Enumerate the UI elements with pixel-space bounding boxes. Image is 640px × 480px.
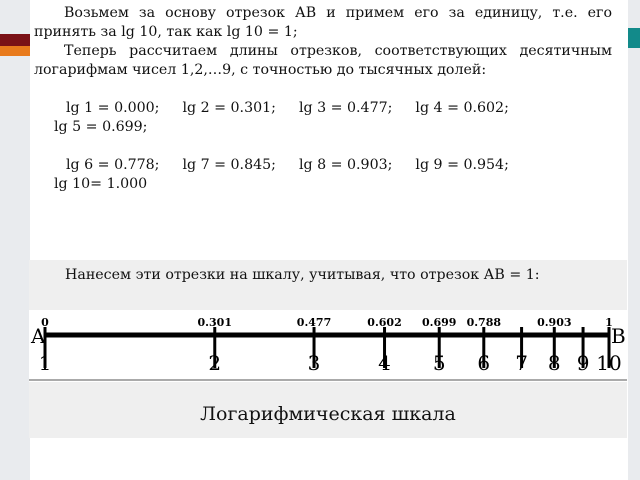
scale-tick-number: 3 — [307, 351, 321, 375]
scale-tick-value-label: 1 — [605, 316, 613, 329]
scale-tick-value-label: 0.301 — [197, 316, 232, 329]
scale-caption: Логарифмическая шкала — [200, 403, 456, 425]
scale-tick-value-label: 0.477 — [296, 316, 332, 329]
scale-tick-number: 5 — [432, 351, 446, 375]
log-scale-drawing — [29, 310, 627, 438]
lg-value: lg 1 = 0.000; — [66, 100, 160, 116]
paragraph-calc-lengths: Теперь рассчитаем длины отрезков, соответствующих десятичным логарифмам чисел 1,2,…9, с точностью до тысячных долей: — [34, 43, 612, 78]
scale-label-a: A — [31, 324, 46, 348]
decor-orange-bar — [0, 46, 30, 56]
lg-value: lg 10= 1.000 — [54, 176, 148, 192]
scale-tick-value-label: 0 — [41, 316, 49, 329]
scale-label-b: B — [611, 324, 626, 348]
scale-tick-value-label: 0.903 — [537, 316, 572, 329]
lg-value: lg 5 = 0.699; — [54, 119, 148, 135]
slide-text — [34, 4, 612, 194]
left-border-strip — [0, 0, 30, 480]
scale-tick-number: 6 — [477, 351, 491, 375]
right-border-strip — [628, 0, 640, 480]
scale-tick-number: 2 — [208, 351, 222, 375]
log-scale-figure — [29, 260, 627, 438]
scale-tick-value-label: 0.699 — [422, 316, 457, 329]
lg-value: lg 9 = 0.954; — [415, 157, 509, 173]
paragraph-segment-ab: Возьмем за основу отрезок АВ и примем его за единицу, т.е. его принять за lg 10, так как lg 10 = 1; — [34, 5, 612, 40]
scale-tick-value-label: 0.602 — [367, 316, 402, 329]
lg-values-row — [34, 99, 612, 118]
scale-tick-number: 7 — [515, 351, 528, 375]
lg-value: lg 8 = 0.903; — [298, 157, 393, 173]
scale-tick-number: 8 — [547, 351, 561, 375]
lg-value: lg 3 = 0.477; — [298, 100, 393, 116]
scale-tick-value-label: 0.788 — [466, 316, 502, 329]
lg-values-group-2 — [34, 156, 612, 194]
lg-value: lg 4 = 0.602; — [415, 100, 509, 116]
scale-tick-number: 1 — [38, 351, 52, 375]
lg-values-row — [34, 156, 612, 175]
blank-line — [34, 137, 612, 156]
lg-value: lg 6 = 0.778; — [66, 157, 160, 173]
lg-values-group-1 — [34, 99, 612, 137]
paragraph-plot-scale-text: Нанесем эти отрезки на шкалу, учитывая, что отрезок АВ = 1: — [65, 267, 540, 283]
decor-red-bar — [0, 34, 30, 46]
scale-tick-number: 9 — [576, 351, 590, 375]
lg-value: lg 7 = 0.845; — [182, 157, 276, 173]
scale-tick-number: 10 — [596, 351, 622, 375]
paragraph-plot-scale — [35, 266, 613, 285]
scale-tick-number: 4 — [378, 351, 391, 375]
blank-line — [34, 80, 612, 99]
decor-teal-bar — [628, 28, 640, 48]
lg-value: lg 2 = 0.301; — [182, 100, 276, 116]
